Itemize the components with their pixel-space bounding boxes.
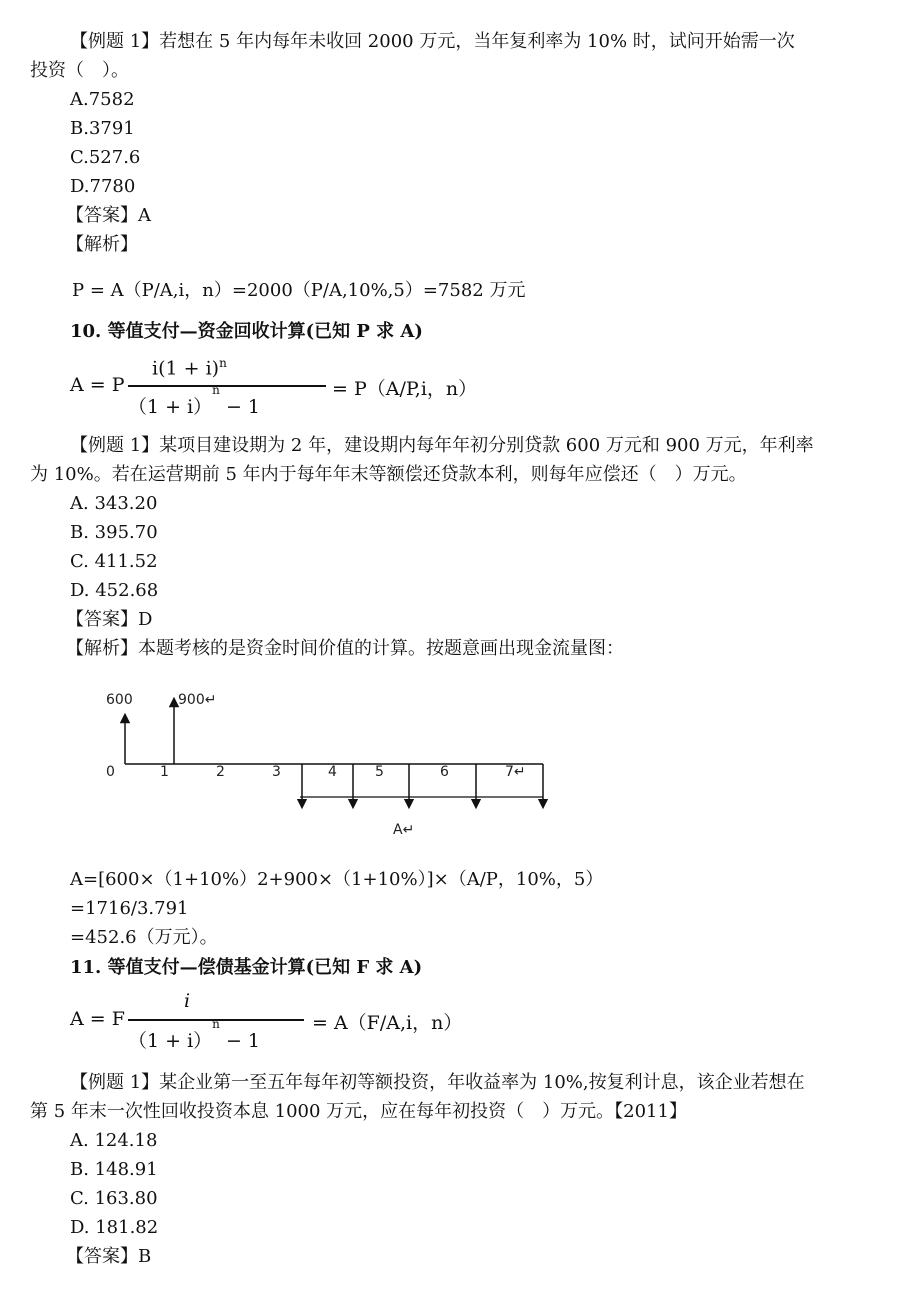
sec10-answer: 【答案】D bbox=[66, 609, 153, 630]
sec11-option-a: A. 124.18 bbox=[70, 1130, 158, 1151]
sec10-formula-lhs: A = P bbox=[70, 374, 125, 396]
sec10-heading: 10. 等值支付—资金回收计算(已知 P 求 A) bbox=[70, 321, 423, 342]
sec10-stem-line1: 【例题 1】某项目建设期为 2 年，建设期内每年年初分别贷款 600 万元和 900 万元，年利率 bbox=[70, 435, 814, 456]
sec11-answer: 【答案】B bbox=[66, 1246, 152, 1267]
sec10-option-d: D. 452.68 bbox=[70, 580, 159, 601]
ex1-stem-line2: 投资（ ）。 bbox=[30, 60, 129, 81]
sec10-formula bbox=[70, 352, 478, 422]
tick-6: 6 bbox=[440, 764, 449, 780]
sec11-formula-lhs: A = F bbox=[70, 1008, 125, 1030]
ex1-option-a: A.7582 bbox=[70, 89, 135, 110]
sec11-option-b: B. 148.91 bbox=[70, 1159, 158, 1180]
sec10-analysis: 【解析】本题考核的是资金时间价值的计算。按题意画出现金流量图： bbox=[66, 638, 624, 659]
sec10-formula-numerator: $i(1 + i)^n$ bbox=[152, 356, 227, 380]
tick-7: 7↵ bbox=[505, 764, 526, 780]
sec11-option-d: D. 181.82 bbox=[70, 1217, 159, 1238]
sec10-option-c: C. 411.52 bbox=[70, 551, 158, 572]
sec10-calc-line2: =1716/3.791 bbox=[70, 898, 189, 919]
tick-4: 4 bbox=[328, 764, 337, 780]
ex1-answer: 【答案】A bbox=[66, 205, 151, 226]
outflow-label: A↵ bbox=[393, 822, 415, 838]
tick-0: 0 bbox=[106, 764, 115, 780]
sec10-option-b: B. 395.70 bbox=[70, 522, 158, 543]
sec10-formula-denominator: $(1 + i)^n - 1$ bbox=[128, 382, 261, 418]
ex1-option-b: B.3791 bbox=[70, 118, 135, 139]
ex1-analysis-label: 【解析】 bbox=[66, 234, 138, 255]
sec10-fraction-bar bbox=[128, 385, 326, 387]
sec11-stem-line1: 【例题 1】某企业第一至五年每年初等额投资，年收益率为 10%,按复利计息，该企业若想在 bbox=[70, 1072, 805, 1093]
ex1-solution: P = A（P/A,i，n）=2000（P/A,10%,5）=7582 万元 bbox=[72, 280, 526, 301]
ex1-option-c: C.527.6 bbox=[70, 147, 141, 168]
sec10-stem-line2: 为 10%。若在运营期前 5 年内于每年年末等额偿还贷款本利，则每年应偿还（ ）万元。 bbox=[30, 464, 747, 485]
sec11-stem-line2: 第 5 年末一次性回收投资本息 1000 万元，应在每年初投资（ ）万元。【2011】 bbox=[30, 1101, 687, 1122]
sec11-formula bbox=[70, 988, 470, 1058]
tick-1: 1 bbox=[160, 764, 169, 780]
sec11-formula-rhs: = A（F/A,i，n） bbox=[312, 1012, 463, 1034]
tick-3: 3 bbox=[272, 764, 281, 780]
inflow-label-0: 600 bbox=[106, 692, 133, 708]
sec10-formula-rhs: = P（A/P,i，n） bbox=[332, 378, 478, 400]
sec11-formula-numerator: i bbox=[184, 990, 191, 1012]
ex1-stem-line1: 【例题 1】若想在 5 年内每年未收回 2000 万元，当年复利率为 10% 时，试问开始需一次 bbox=[70, 31, 795, 52]
cash-flow-diagram bbox=[0, 680, 923, 845]
tick-2: 2 bbox=[216, 764, 225, 780]
tick-5: 5 bbox=[375, 764, 384, 780]
sec10-calc-line3: =452.6（万元）。 bbox=[70, 927, 218, 948]
inflow-label-1: 900↵ bbox=[178, 692, 217, 708]
sec11-heading: 11. 等值支付—偿债基金计算(已知 F 求 A) bbox=[70, 957, 423, 978]
ex1-option-d: D.7780 bbox=[70, 176, 136, 197]
sec10-calc-line1: A=[600×（1+10%）2+900×（1+10%）]×（A/P，10%，5） bbox=[70, 869, 604, 890]
sec11-option-c: C. 163.80 bbox=[70, 1188, 158, 1209]
sec11-formula-denominator: $(1 + i)^n - 1$ bbox=[128, 1016, 261, 1052]
sec10-option-a: A. 343.20 bbox=[70, 493, 158, 514]
